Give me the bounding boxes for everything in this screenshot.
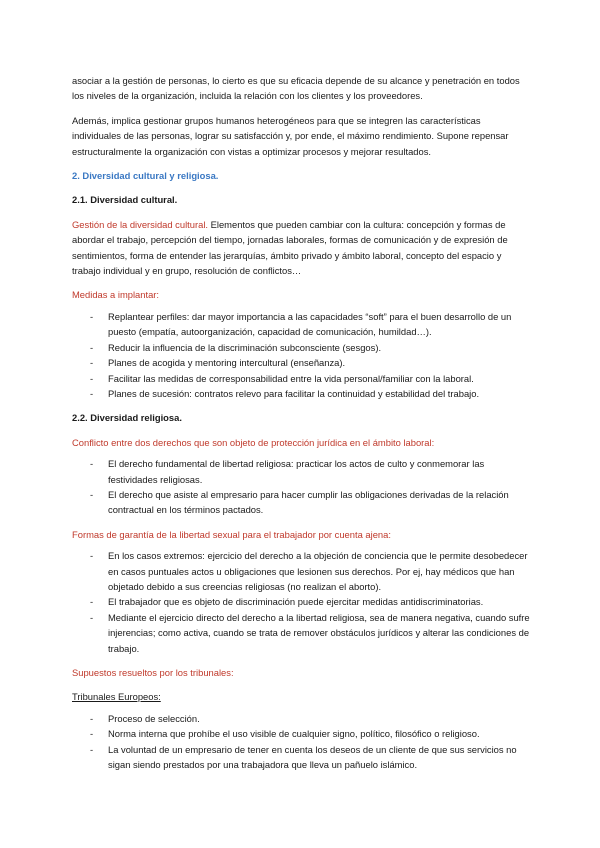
list-item: - Replantear perfiles: dar mayor importancia a las capacidades “soft” para el buen desarrollo de un puesto (empatía, autoorganización, capacidad de comunicación, humildad…). — [90, 310, 512, 338]
paragraph-intro-1: asociar a la gestión de personas, lo cierto es que su eficacia depende de su alcance y penetración en todos los niveles de la organización, incluida la relación con los clientes y los proveedores. — [72, 75, 520, 102]
list-item: - Norma interna que prohíbe el uso visible de cualquier signo, político, filosófico o religioso. — [72, 726, 532, 741]
list-dash: - — [90, 357, 94, 369]
medidas-label: Medidas a implantar: — [72, 289, 160, 301]
list-item: - El derecho fundamental de libertad religiosa: practicar los actos de culto y conmemorar las festividades religiosas. — [90, 458, 485, 485]
list-dash: - — [90, 743, 94, 755]
paragraph-gestion — [72, 217, 532, 279]
list-dash: - — [90, 387, 94, 399]
list-item: - Mediante el ejercicio directo del derecho a la libertad religiosa, sea de manera negativa, cuando sufre injerencias; como activa, cuando se trata de remover obstáculos jurídicos y alterar las condiciones de trabajo. — [90, 611, 530, 654]
list-dash: - — [90, 611, 94, 623]
list-item: - Facilitar las medidas de corresponsabilidad entre la vida personal/familiar con la laboral. — [72, 371, 532, 386]
list-dash: - — [90, 341, 94, 353]
supuestos-label: Supuestos resueltos por los tribunales: — [72, 667, 234, 678]
list-dash: - — [90, 550, 94, 562]
list-item: - Planes de sucesión: contratos relevo para facilitar la continuidad y estabilidad del trabajo. — [72, 386, 532, 401]
list-item: - Proceso de selección. — [72, 711, 532, 726]
list-dash: - — [90, 310, 94, 322]
list-dash: - — [90, 712, 94, 724]
list-dash: - — [90, 728, 94, 740]
document-body — [72, 73, 532, 772]
list-dash: - — [90, 372, 94, 384]
subsection-2-2-title: 2.2. Diversidad religiosa. — [72, 412, 182, 424]
tribunales-list — [72, 711, 532, 773]
list-dash: - — [90, 458, 94, 470]
list-item: - En los casos extremos: ejercicio del derecho a la objeción de conciencia que le permite desobedecer en casos puntuales actos u obligaciones que lesionen sus derechos. Por ej, hay médicos que han objetado debido a sus creencias religiosas (no realizan el aborto). — [90, 550, 528, 592]
gestion-label: Gestión de la diversidad cultural. — [72, 218, 209, 230]
formas-list — [72, 548, 532, 656]
section-2-title: 2. Diversidad cultural y religiosa. — [72, 170, 219, 182]
list-item: - La voluntad de un empresario de tener en cuenta los deseos de un cliente de que sus servicios no sigan siendo prestados por una trabajadora que lleva un pañuelo islámico. — [90, 743, 517, 771]
list-dash: - — [90, 596, 94, 608]
paragraph-intro-2: Además, implica gestionar grupos humanos heterogéneos para que se integren las características individuales de las personas, lograr su satisfacción y, por ende, el máximo rendimiento. Supone repensar estructuralmente la organización con vistas a optimizar procesos y mejorar resultados. — [72, 114, 509, 157]
list-item: - El trabajador que es objeto de discriminación puede ejercitar medidas antidiscriminatorias. — [72, 594, 532, 609]
list-item: - El derecho que asiste al empresario para hacer cumplir las obligaciones derivadas de la relación contractual en los términos pactados. — [90, 488, 509, 516]
medidas-list — [72, 309, 532, 401]
list-item: - Reducir la influencia de la discriminación subconsciente (sesgos). — [72, 340, 532, 355]
subsection-2-1-title: 2.1. Diversidad cultural. — [72, 194, 178, 206]
list-item: - Planes de acogida y mentoring intercultural (enseñanza). — [72, 355, 532, 370]
formas-label: Formas de garantía de la libertad sexual para el trabajador por cuenta ajena: — [72, 528, 391, 540]
tribunales-label: Tribunales Europeos: — [72, 691, 161, 703]
conflicto-list — [72, 456, 532, 518]
conflicto-label: Conflicto entre dos derechos que son objeto de protección jurídica en el ámbito laboral: — [72, 436, 435, 448]
list-dash: - — [90, 488, 94, 500]
gestion-text: Elementos que pueden cambiar con la cultura: concepción y formas de abordar el trabajo, percepción del tiempo, jornadas laborales, formas de comunicación y de expresión de sentimientos, forma de entender las jerarquías, ámbito privado y ámbito laboral, concepto del espacio y trabajo individual y en grupo, resolución de conflictos… — [72, 218, 508, 277]
